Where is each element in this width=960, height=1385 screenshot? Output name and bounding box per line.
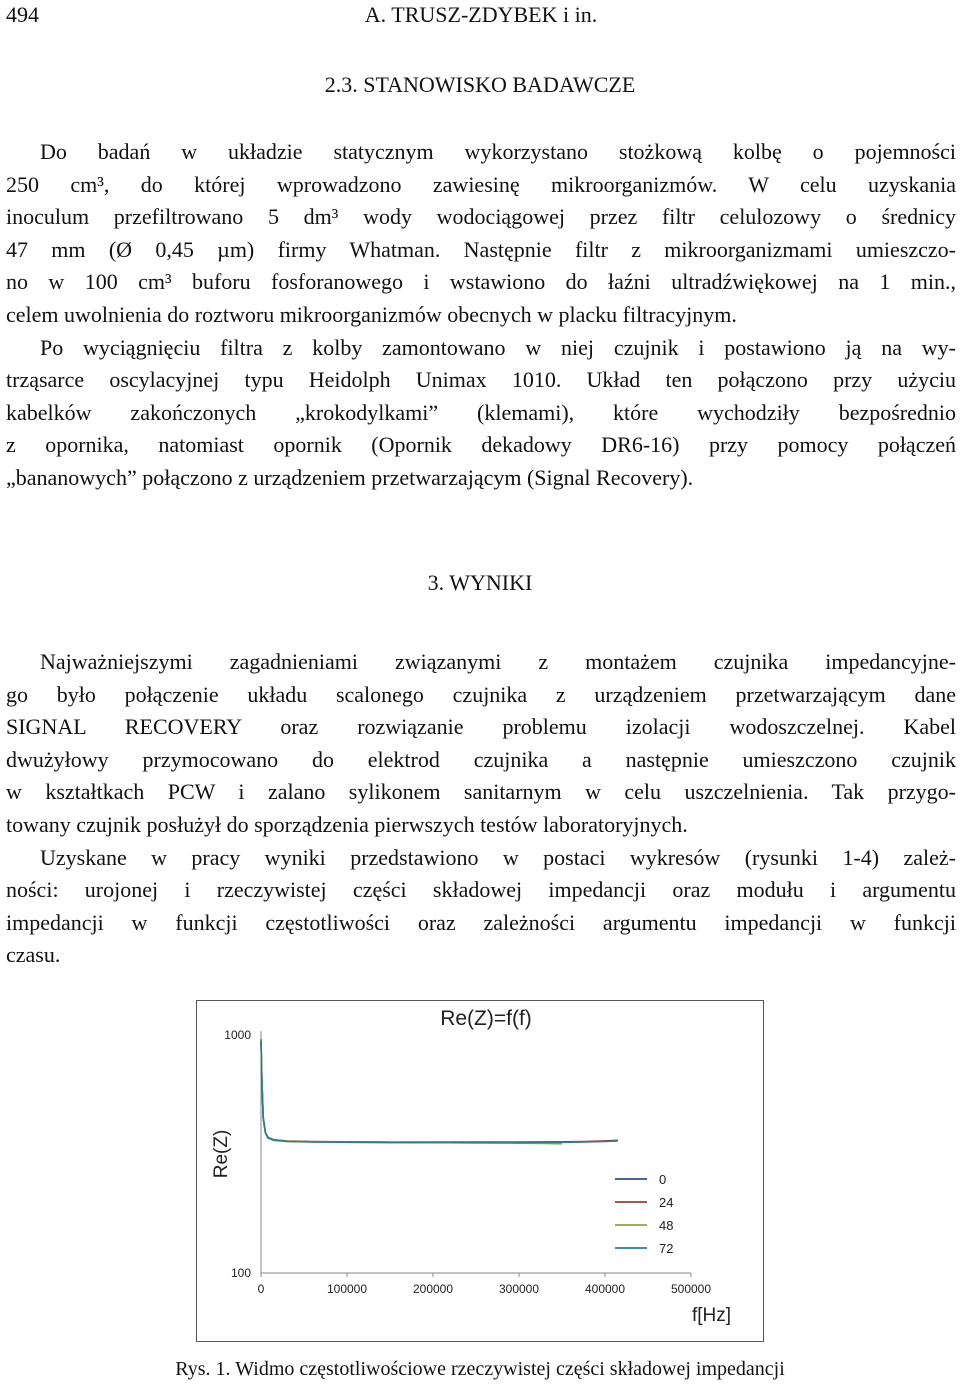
text-line: towany czujnik posłużył do sporządzenia pierwszych testów laboratoryjnych. <box>6 811 688 837</box>
figure-re-z-chart <box>196 1000 764 1342</box>
x-tick-label: 0 <box>257 1282 265 1296</box>
figure-caption: Rys. 1. Widmo częstotliwościowe rzeczywistej części składowej impedancji <box>175 1358 785 1380</box>
series-line-72 <box>261 1041 618 1143</box>
legend-label: 72 <box>659 1241 674 1256</box>
legend-label: 0 <box>659 1172 667 1187</box>
page-number: 494 <box>6 2 39 27</box>
text-line: impedancji w funkcji częstotliwości oraz zależności argumentu impedancji w funkcji <box>6 909 956 935</box>
x-axis-label: f[Hz] <box>691 1305 731 1326</box>
section-heading-stanowisko: 2.3. STANOWISKO BADAWCZE <box>324 72 636 97</box>
text-line: Uzyskane w pracy wyniki przedstawiono w postaci wykresów (rysunki 1-4) zależ- <box>40 844 956 870</box>
x-tick-label: 100000 <box>326 1282 368 1296</box>
y-axis-label: Re(Z) <box>211 1129 232 1179</box>
page-header <box>6 2 956 32</box>
section1-paragraph <box>6 136 956 495</box>
chart-title: Re(Z)=f(f) <box>440 1007 532 1030</box>
text-line: czasu. <box>6 942 61 968</box>
text-line: Do badań w układzie statycznym wykorzystano stożkową kolbę o pojemności <box>40 139 956 164</box>
text-line: go było połączenie układu scalonego czujnika z urządzeniem przetwarzającym dane <box>6 681 956 707</box>
section-heading-wyniki: 3. WYNIKI <box>427 570 533 595</box>
text-line: Po wyciągnięciu filtra z kolby zamontowano w niej czujnik i postawiono ją na wy- <box>40 334 956 360</box>
text-line: Najważniejszymi zagadnieniami związanymi z montażem czujnika impedancyjne- <box>40 649 956 674</box>
text-line: z opornika, natomiast opornik (Opornik dekadowy DR6-16) przy pomocy połączeń <box>6 432 956 458</box>
text-line: dwużyłowy przymocowano do elektrod czujnika a następnie umieszczono czujnik <box>6 746 956 772</box>
text-line: no w 100 cm³ buforu fosforanowego i wstawiono do łaźni ultradźwiękowej na 1 min., <box>6 269 956 295</box>
series-line-24 <box>261 1039 618 1142</box>
text-line: w kształtkach PCW i zalano sylikonem sanitarnym w celu uszczelnienia. Tak przygo- <box>6 779 956 805</box>
x-tick-label: 200000 <box>412 1282 454 1296</box>
legend-label: 48 <box>659 1218 674 1233</box>
text-line: 250 cm³, do której wprowadzono zawiesinę mikroorganizmów. W celu uzyskania <box>6 171 956 197</box>
y-tick-label: 100 <box>230 1266 251 1280</box>
legend-label: 24 <box>659 1195 674 1210</box>
x-tick-label: 500000 <box>670 1282 712 1296</box>
text-line: kabelków zakończonych „krokodylkami” (klemami), które wychodziły bezpośrednio <box>6 399 956 425</box>
text-line: trząsarce oscylacyjnej typu Heidolph Unimax 1010. Układ ten połączono przy użyciu <box>6 367 956 393</box>
text-line: ności: urojonej i rzeczywistej części składowej impedancji oraz modułu i argumentu <box>6 877 956 903</box>
text-line: SIGNAL RECOVERY oraz rozwiązanie problemu izolacji wodoszczelnej. Kabel <box>6 714 956 740</box>
text-line: inoculum przefiltrowano 5 dm³ wody wodociągowej przez filtr celulozowy o średnicy <box>6 204 956 230</box>
section2-paragraph <box>6 646 956 972</box>
series-line-48 <box>261 1040 562 1144</box>
chart-svg <box>197 1001 763 1341</box>
series-line-0 <box>261 1040 618 1142</box>
y-tick-label: 1000 <box>224 1028 251 1042</box>
text-line: 47 mm (Ø 0,45 µm) firmy Whatman. Następnie filtr z mikroorganizmami umieszczo- <box>6 236 956 262</box>
x-tick-label: 300000 <box>498 1282 540 1296</box>
running-head-authors: A. TRUSZ-ZDYBEK i in. <box>364 2 598 27</box>
text-line: „bananowych” połączono z urządzeniem przetwarzającym (Signal Recovery). <box>6 464 694 490</box>
x-tick-label: 400000 <box>584 1282 626 1296</box>
text-line: celem uwolnienia do roztworu mikroorganizmów obecnych w placku filtracyjnym. <box>6 301 737 327</box>
